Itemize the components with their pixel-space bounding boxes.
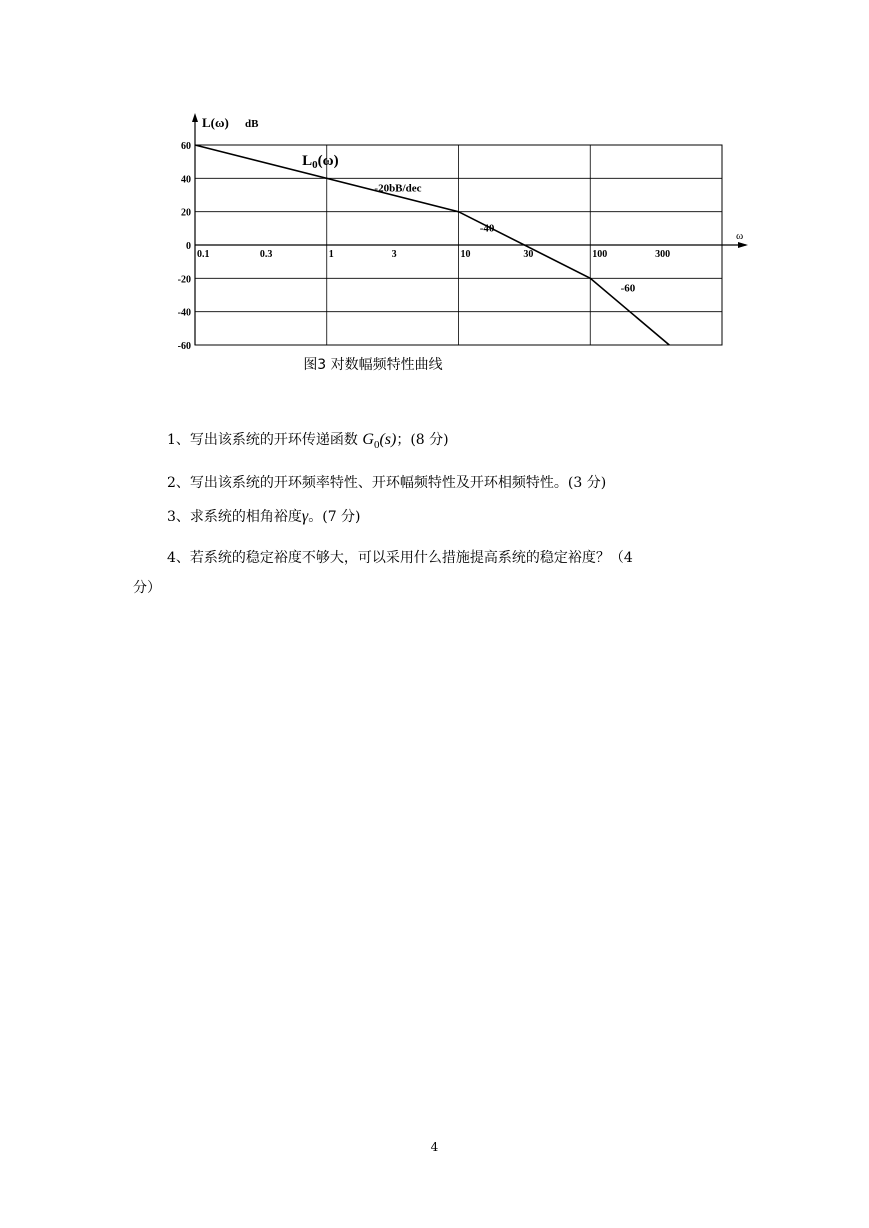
slope-annotation: -20bB/dec (374, 182, 422, 195)
y-tick-label: 60 (181, 141, 191, 152)
transfer-function-subscript: 0 (373, 439, 380, 451)
x-tick-label: 1 (328, 249, 334, 260)
figure-caption: 图3 对数幅频特性曲线 (303, 357, 443, 373)
y-tick-label: 20 (181, 207, 191, 219)
bode-magnitude-chart (160, 110, 760, 360)
phase-margin-symbol: γ (301, 508, 309, 525)
y-unit-label: dB (245, 118, 259, 130)
transfer-function-G: G (362, 431, 374, 448)
x-tick-label: 0.3 (259, 249, 273, 260)
y-axis-arrow (192, 113, 198, 122)
slope-annotation: -60 (620, 282, 636, 295)
slope-annotation: -40 (479, 222, 495, 235)
question-1 (167, 430, 449, 451)
x-tick-label: 30 (523, 249, 534, 260)
x-axis-arrow (738, 242, 748, 248)
y-tick-label: 40 (181, 174, 191, 186)
y-tick-label: -20 (177, 274, 191, 286)
question-3 (167, 507, 361, 527)
question-4-line-2: 分） (133, 580, 161, 596)
transfer-function-symbol (362, 431, 397, 451)
question-2: 2、写出该系统的开环频率特性、开环幅频特性及开环相频特性。(3 分) (167, 475, 607, 491)
x-tick-label: 10 (460, 249, 471, 260)
chart-svg (160, 110, 760, 360)
question-4-line-1: 4、若系统的稳定裕度不够大，可以采用什么措施提高系统的稳定裕度？（4 (167, 550, 633, 566)
curve-label-rest: (ω) (317, 153, 339, 169)
question-1-text: 1、写出该系统的开环传递函数 (167, 432, 358, 448)
x-tick-label: 3 (391, 249, 397, 260)
x-tick-label: 0.1 (197, 249, 210, 260)
page-number: 4 (430, 1140, 439, 1154)
x-tick-label: 300 (655, 249, 671, 260)
y-tick-label: -40 (177, 307, 191, 319)
curve-label-sub: 0 (312, 159, 318, 171)
question-1-score: ；(8 分) (396, 432, 449, 448)
x-axis-label: ω (736, 230, 744, 242)
curve-label (302, 153, 338, 171)
transfer-function-args: (s) (379, 431, 397, 448)
question-3-score: 。(7 分) (308, 509, 361, 525)
x-tick-label: 100 (592, 249, 608, 260)
y-axis-label: L(ω) (202, 115, 229, 130)
y-tick-label: 0 (186, 241, 191, 252)
y-tick-label: -60 (177, 341, 191, 352)
curve-label-main: L (302, 153, 313, 169)
question-3-text: 3、求系统的相角裕度 (167, 509, 302, 525)
